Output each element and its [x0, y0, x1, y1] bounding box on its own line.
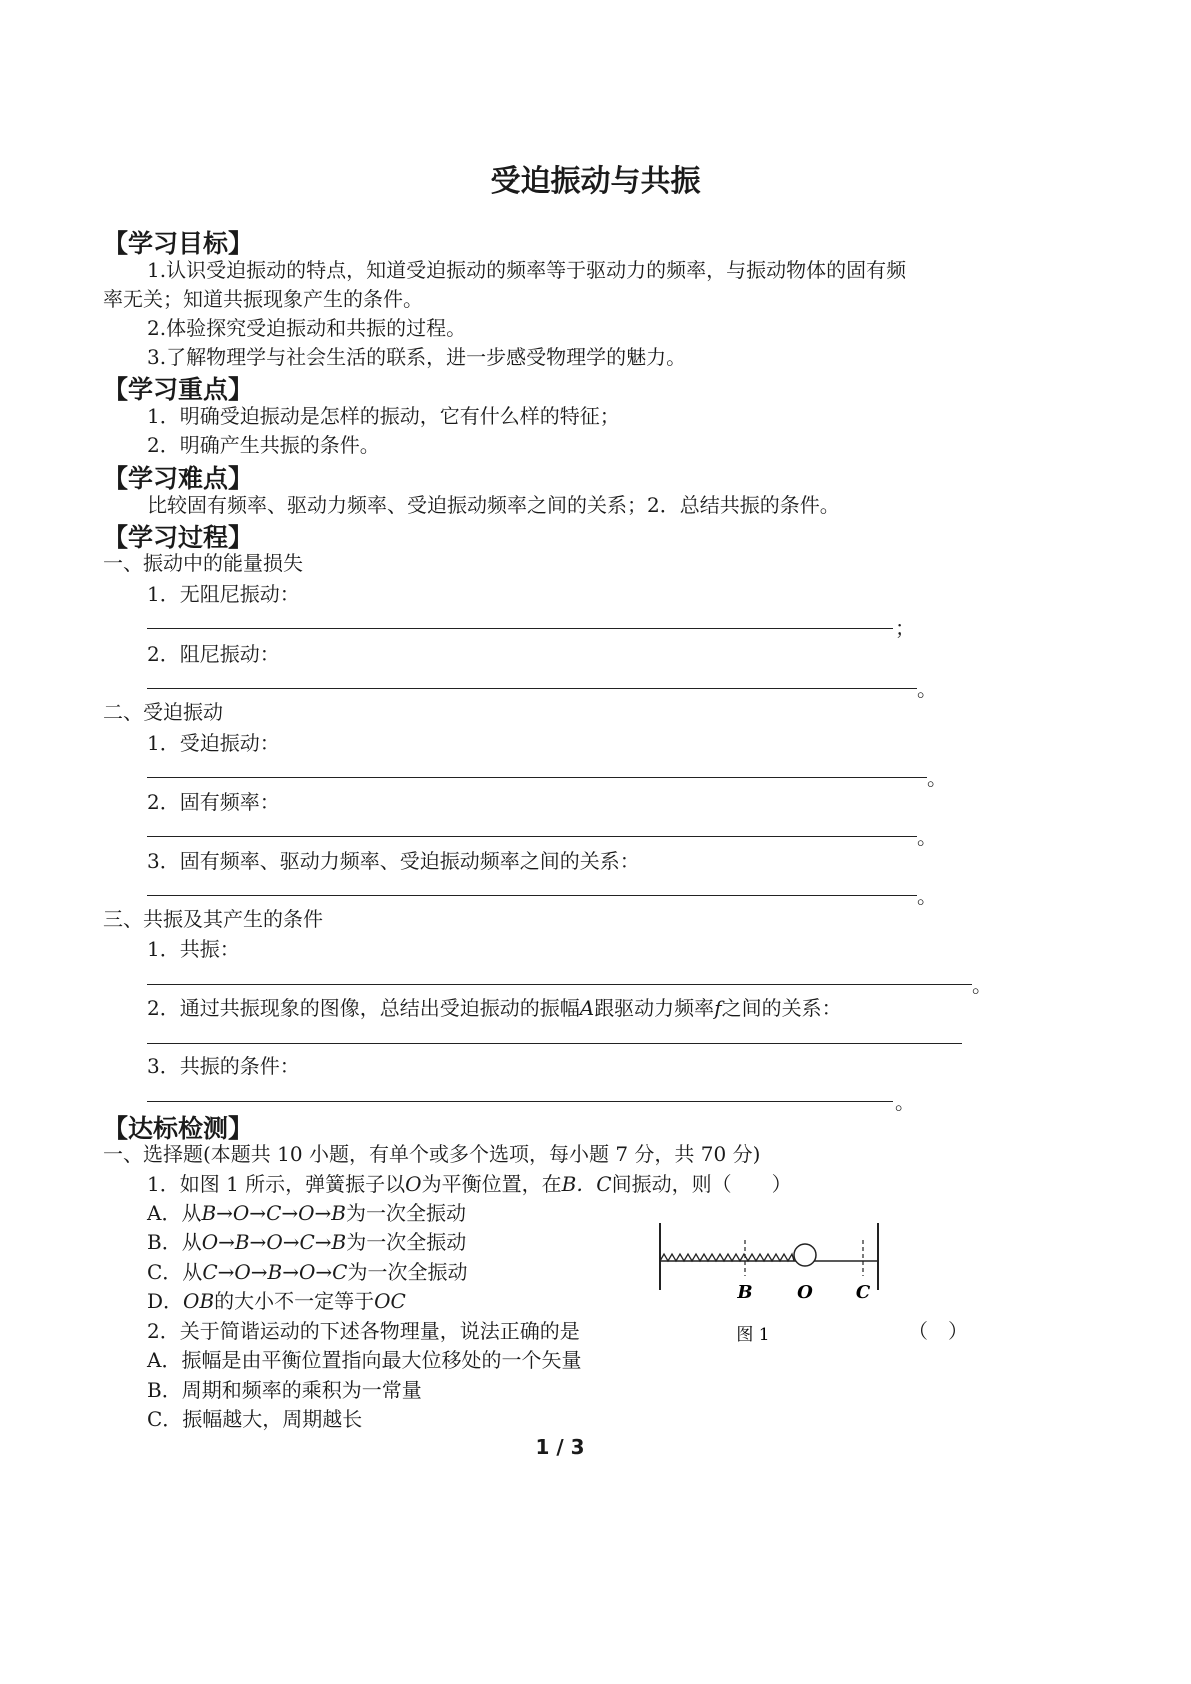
difficulties-heading: 【学习难点】	[103, 464, 254, 493]
q1-option-b[interactable]	[147, 1229, 466, 1255]
s1-q2-end: 。	[917, 677, 937, 701]
section-2-title: 二、受迫振动	[103, 700, 223, 724]
s3-q3-answer-line[interactable]	[147, 1101, 893, 1102]
keypoint-1: 1．明确受迫振动是怎样的振动，它有什么样的特征；	[147, 404, 620, 428]
q1-option-a[interactable]	[147, 1200, 466, 1226]
s2-q2-end: 。	[917, 825, 937, 849]
s3-q2-text-a: 2．通过共振现象的图像，总结出受迫振动的振幅	[147, 996, 580, 1020]
q1-stem-BC: B．C	[561, 1172, 612, 1196]
s3-q3-end: 。	[895, 1090, 915, 1114]
objective-1-cont: 率无关；知道共振现象产生的条件。	[103, 287, 423, 311]
q1-option-d-mid: 的大小不一定等于	[214, 1289, 375, 1313]
s2-q1-answer-line[interactable]	[147, 777, 927, 778]
q2-option-b[interactable]: B．周期和频率的乘积为一常量	[147, 1378, 422, 1402]
s3-q2-text-b: 跟驱动力频率	[594, 996, 715, 1020]
q1-option-c-tail: 为一次全振动	[347, 1260, 468, 1284]
q2-answer-bracket[interactable]: （ ）	[908, 1319, 968, 1343]
s2-q3-answer-line[interactable]	[147, 895, 917, 896]
q1-option-a-label: A．从	[147, 1201, 202, 1225]
s3-q1-label: 1．共振：	[147, 937, 240, 961]
page-number: 1 / 3	[535, 1435, 585, 1459]
q1-option-d-OC: OC	[374, 1289, 406, 1313]
objectives-heading: 【学习目标】	[103, 229, 254, 258]
q1-option-a-tail: 为一次全振动	[345, 1201, 466, 1225]
q1-option-c-path: C→O→B→O→C	[202, 1260, 348, 1284]
q1-stem-O: O	[405, 1172, 422, 1196]
spring	[660, 1254, 794, 1261]
amplitude-symbol: A	[579, 996, 595, 1020]
objective-3: 3.了解物理学与社会生活的联系，进一步感受物理学的魅力。	[147, 345, 687, 369]
label-O: O	[797, 1282, 813, 1303]
label-C: C	[855, 1282, 871, 1303]
test-section-title: 一、选择题(本题共 10 小题，有单个或多个选项，每小题 7 分，共 70 分)	[103, 1142, 761, 1166]
s3-q2-label	[147, 995, 842, 1021]
q1-stem-b: 为平衡位置，在	[421, 1172, 562, 1196]
page-title: 受迫振动与共振	[490, 164, 701, 199]
frequency-symbol: f	[714, 996, 722, 1020]
s3-q1-end: 。	[972, 973, 992, 997]
section-3-title: 三、共振及其产生的条件	[103, 907, 323, 931]
q1-stem	[147, 1171, 792, 1197]
q1-option-c[interactable]	[147, 1259, 467, 1285]
q1-stem-a: 1．如图 1 所示，弹簧振子以	[147, 1172, 406, 1196]
q1-option-a-path: B→O→C→O→B	[201, 1201, 346, 1225]
keypoints-heading: 【学习重点】	[103, 375, 254, 404]
q1-option-b-label: B．从	[147, 1230, 202, 1254]
label-B: B	[737, 1282, 753, 1303]
s1-q1-answer-line[interactable]	[147, 628, 893, 629]
q1-option-b-tail: 为一次全振动	[346, 1230, 467, 1254]
keypoint-2: 2．明确产生共振的条件。	[147, 433, 380, 457]
s1-q2-label: 2．阻尼振动：	[147, 642, 280, 666]
q1-option-c-label: C．从	[147, 1260, 203, 1284]
s2-q3-end: 。	[917, 884, 937, 908]
ball	[794, 1244, 816, 1266]
test-heading: 【达标检测】	[103, 1114, 254, 1143]
objective-2: 2.体验探究受迫振动和共振的过程。	[147, 316, 467, 340]
s3-q1-answer-line[interactable]	[147, 984, 972, 985]
s2-q1-end: 。	[927, 766, 947, 790]
spring-oscillator-figure	[652, 1218, 892, 1346]
s1-q1-end: ；	[895, 616, 915, 640]
q2-stem: 2．关于简谐运动的下述各物理量，说法正确的是	[147, 1319, 580, 1343]
difficulties-text: 比较固有频率、驱动力频率、受迫振动频率之间的关系；2．总结共振的条件。	[147, 493, 840, 517]
q2-option-c[interactable]: C．振幅越大，周期越长	[147, 1407, 363, 1431]
q1-option-d[interactable]	[147, 1288, 406, 1314]
q1-option-d-OB: OB	[183, 1289, 215, 1313]
s2-q2-answer-line[interactable]	[147, 836, 917, 837]
s2-q2-label: 2．固有频率：	[147, 790, 280, 814]
s3-q2-answer-line[interactable]	[147, 1043, 962, 1044]
s3-q2-text-c: 之间的关系：	[721, 996, 842, 1020]
s3-q3-label: 3．共振的条件：	[147, 1054, 300, 1078]
q1-option-b-path: O→B→O→C→B	[201, 1230, 347, 1254]
objective-1: 1.认识受迫振动的特点，知道受迫振动的频率等于驱动力的频率，与振动物体的固有频	[147, 258, 907, 282]
s2-q1-label: 1．受迫振动：	[147, 731, 280, 755]
q1-stem-c: 间振动，则（ ）	[611, 1172, 792, 1196]
figure-caption: 图 1	[736, 1325, 770, 1345]
q2-option-a[interactable]: A．振幅是由平衡位置指向最大位移处的一个矢量	[147, 1348, 582, 1372]
process-heading: 【学习过程】	[103, 523, 254, 552]
q1-option-d-label: D．	[147, 1289, 184, 1313]
s2-q3-label: 3．固有频率、驱动力频率、受迫振动频率之间的关系：	[147, 849, 640, 873]
s1-q2-answer-line[interactable]	[147, 688, 917, 689]
s1-q1-label: 1．无阻尼振动：	[147, 582, 300, 606]
section-1-title: 一、振动中的能量损失	[103, 551, 303, 575]
